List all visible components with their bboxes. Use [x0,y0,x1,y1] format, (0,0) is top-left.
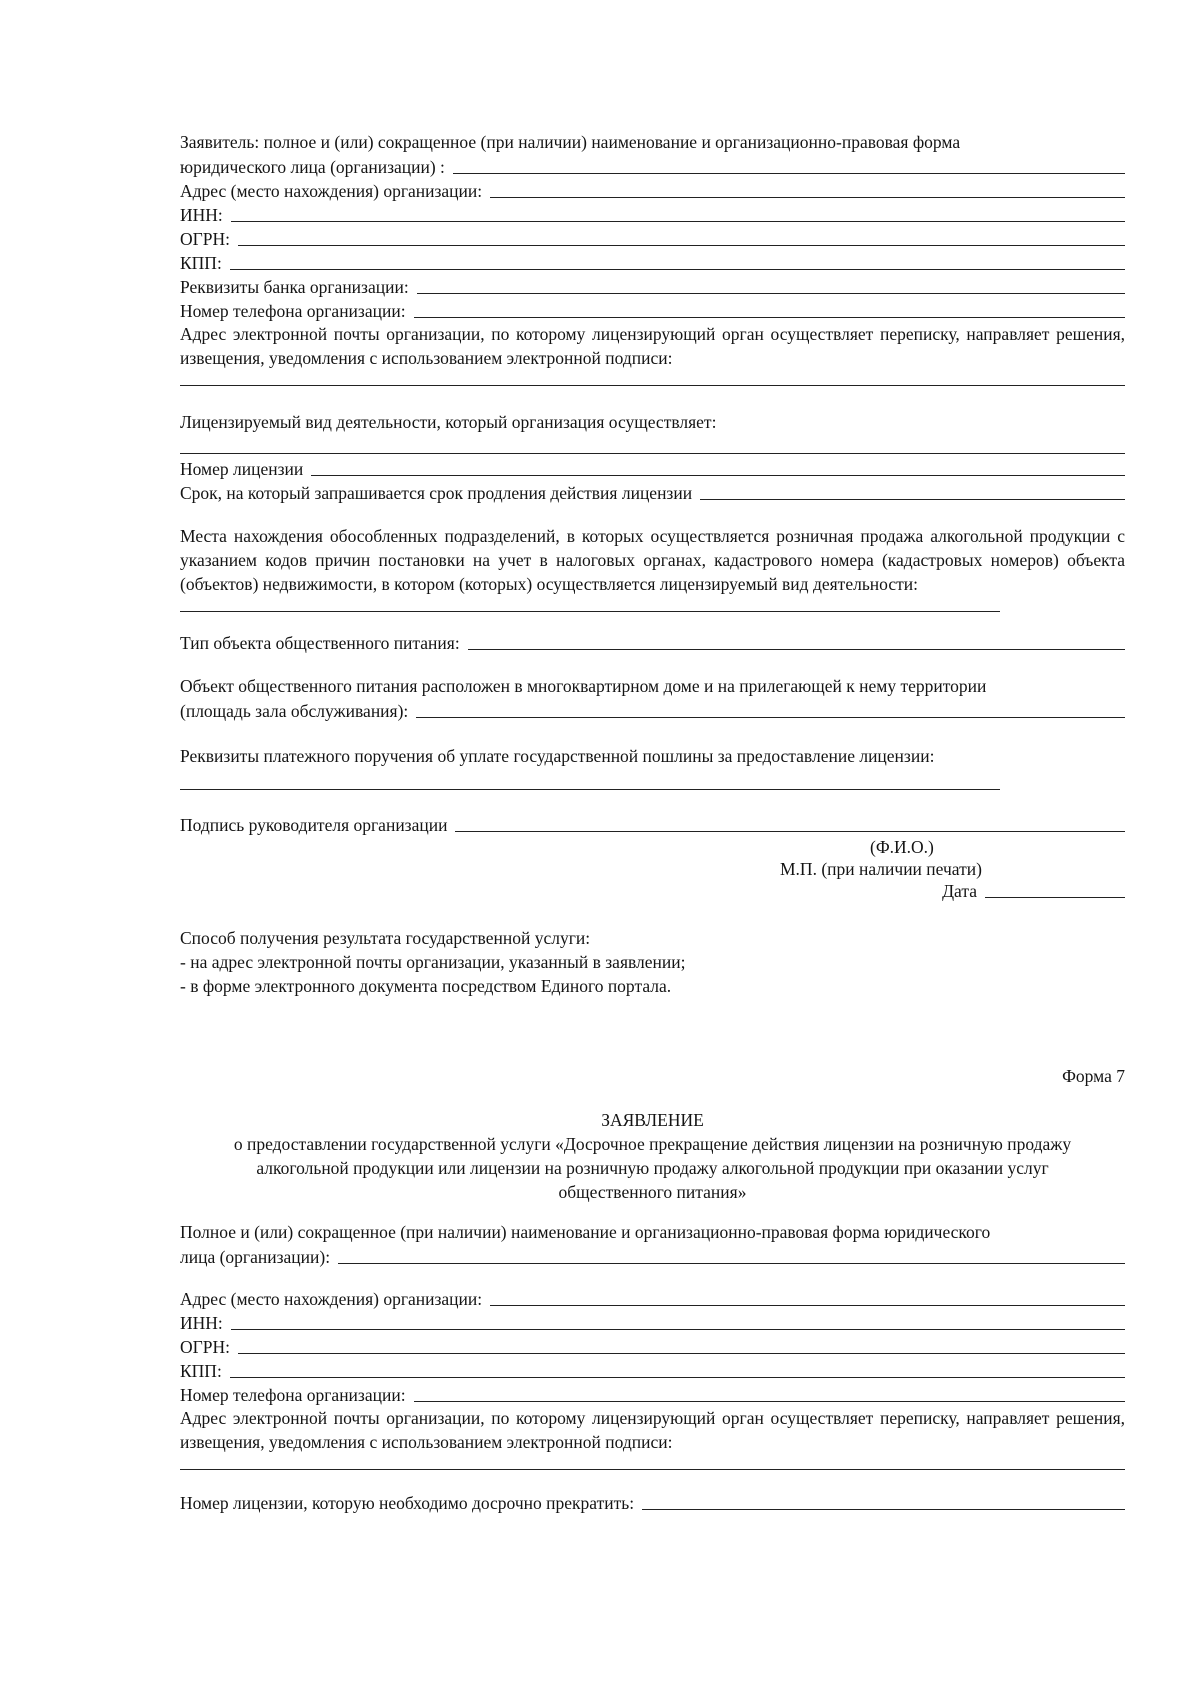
form7-phone-field[interactable] [414,1386,1125,1402]
payment-label: Реквизиты платежного поручения об уплате государственной пошлины за предоставление лицензии: [180,746,935,766]
form7-address-label: Адрес (место нахождения) организации: [180,1289,483,1309]
license-number-label: Номер лицензии [180,459,304,479]
date-label: Дата [942,881,977,901]
locations-field[interactable] [180,610,1000,612]
form7-kpp-label: КПП: [180,1361,222,1381]
activity-label: Лицензируемый вид деятельности, который организация осуществляет: [180,412,717,432]
email-text: Адрес электронной почты организации, по которому лицензирующий орган осуществляет переписку, направляет решения, извещения, уведомления с использованием электронной подписи: [180,324,1125,368]
result-method-title: Способ получения результата государственной услуги: [180,928,591,948]
locations-text: Места нахождения обособленных подразделений, в которых осуществляется розничная продажа алкогольной продукции с указанием кодов причин постановки на учет в налоговых органах, кадастрового номера (кадастровых номеров) объекта (объектов) недвижимости, в котором (которых) осуществляется лицензируемый вид деятельности: [180,526,1125,594]
result-method-2: - в форме электронного документа посредством Единого портала. [180,976,672,996]
phone-label: Номер телефона организации: [180,301,406,321]
result-method-1: - на адрес электронной почты организации, указанный в заявлении; [180,952,686,972]
form7-name-text: Полное и (или) сокращенное (при наличии) наименование и организационно-правовая форма юридического [180,1222,991,1242]
form7-name-field[interactable] [338,1248,1125,1264]
catering-type-label: Тип объекта общественного питания: [180,633,460,653]
activity-field[interactable] [180,452,1125,454]
seal-label: М.П. (при наличии печати) [780,859,982,879]
form7-name-label: лица (организации): [180,1247,331,1267]
payment-field[interactable] [180,788,1000,790]
form7-phone-label: Номер телефона организации: [180,1385,406,1405]
term-field[interactable] [700,484,1125,500]
applicant-text: Заявитель: полное и (или) сокращенное (при наличии) наименование и организационно-правовая форма [180,132,961,152]
form7-subtitle: о предоставлении государственной услуги «Досрочное прекращение действия лицензии на розничную продажу алкогольной продукции или лицензии на розничную продажу алкогольной продукции при оказании услуг общественного питания» [233,1134,1072,1202]
form7-title: ЗАЯВЛЕНИЕ [601,1110,704,1130]
kpp-field[interactable] [230,254,1125,270]
form7-license-field[interactable] [642,1494,1125,1510]
form7-email-field[interactable] [180,1468,1125,1470]
catering-area-field[interactable] [416,702,1125,718]
catering-area-label: (площадь зала обслуживания): [180,701,409,721]
term-label: Срок, на который запрашивается срок продления действия лицензии [180,483,693,503]
phone-field[interactable] [414,302,1125,318]
bank-label: Реквизиты банка организации: [180,277,409,297]
applicant-name-field[interactable] [453,158,1125,174]
email-field[interactable] [180,384,1125,386]
form7-kpp-field[interactable] [230,1362,1125,1378]
form7-inn-label: ИНН: [180,1313,223,1333]
inn-label: ИНН: [180,205,223,225]
catering-type-field[interactable] [468,634,1125,650]
kpp-label: КПП: [180,253,222,273]
form7-ogrn-field[interactable] [238,1338,1125,1354]
applicant-label: юридического лица (организации) : [180,157,445,177]
form7-license-label: Номер лицензии, которую необходимо досрочно прекратить: [180,1493,635,1513]
address-label: Адрес (место нахождения) организации: [180,181,483,201]
date-field[interactable] [985,882,1125,898]
form7-inn-field[interactable] [231,1314,1125,1330]
form-6-section [180,130,1125,1514]
form7-email-text: Адрес электронной почты организации, по которому лицензирующий орган осуществляет переписку, направляет решения, извещения, уведомления с использованием электронной подписи: [180,1408,1125,1452]
ogrn-label: ОГРН: [180,229,230,249]
license-number-field[interactable] [311,460,1125,476]
form7-ogrn-label: ОГРН: [180,1337,230,1357]
bank-field[interactable] [417,278,1125,294]
ogrn-field[interactable] [238,230,1125,246]
fio-label: (Ф.И.О.) [870,837,934,857]
signature-field[interactable] [455,816,1125,832]
signature-label: Подпись руководителя организации [180,815,448,835]
inn-field[interactable] [231,206,1125,222]
address-field[interactable] [490,182,1125,198]
form-number: Форма 7 [1062,1066,1125,1086]
catering-location-text: Объект общественного питания расположен в многоквартирном доме и на прилегающей к нему территории [180,676,987,696]
form7-address-field[interactable] [490,1290,1125,1306]
